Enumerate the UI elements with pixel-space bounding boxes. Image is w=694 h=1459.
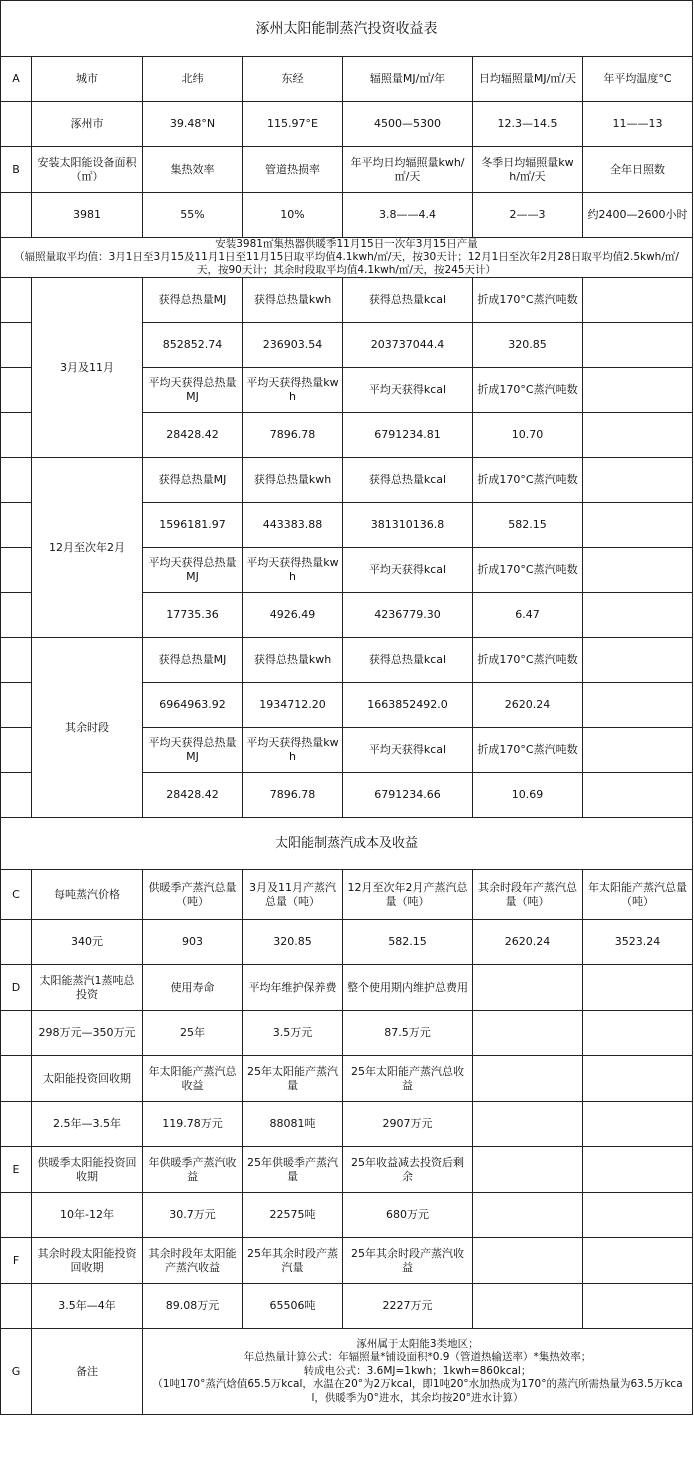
value-25y-remaining: 680万元 — [343, 1193, 473, 1238]
value-payback: 2.5年—3.5年 — [32, 1102, 143, 1147]
blank-cell — [1, 1193, 32, 1238]
header-longitude: 东经 — [243, 57, 343, 102]
period-value: 28428.42 — [143, 773, 243, 818]
blank-cell — [473, 1193, 583, 1238]
blank-cell — [1, 638, 32, 683]
period-header: 平均天获得kcal — [343, 728, 473, 773]
period-value: 4236779.30 — [343, 593, 473, 638]
period-header: 平均天获得总热量MJ — [143, 368, 243, 413]
value-other-steam: 2620.24 — [473, 920, 583, 965]
header-mar-nov-steam: 3月及11月产蒸汽总量（吨） — [243, 870, 343, 920]
period-value: 7896.78 — [243, 413, 343, 458]
blank-cell — [583, 548, 693, 593]
remarks-label: 备注 — [32, 1329, 143, 1415]
header-annual-steam: 年太阳能产蒸汽总量（吨） — [583, 870, 693, 920]
blank-cell — [583, 278, 693, 323]
value-heating-season-steam: 903 — [143, 920, 243, 965]
remarks-line: （1吨170°蒸汽焓值65.5万kcal，水温在20°为2万kcal，即1吨20°水加热成为170°的蒸汽所需热量为63.5万kcal，供暖季为0°进水，其余均按20°进水计算） — [152, 1378, 683, 1404]
blank-cell — [1, 102, 32, 147]
value-heating-payback: 10年-12年 — [32, 1193, 143, 1238]
blank-cell — [473, 1102, 583, 1147]
value-annual-maintenance: 3.5万元 — [243, 1011, 343, 1056]
blank-cell — [583, 458, 693, 503]
value-winter-daily-irradiation: 2——3 — [473, 193, 583, 238]
period-header: 获得总热量kcal — [343, 278, 473, 323]
period-value: 2620.24 — [473, 683, 583, 728]
period-header: 平均天获得kcal — [343, 548, 473, 593]
blank-cell — [1, 1102, 32, 1147]
value-25y-heating-steam: 22575吨 — [243, 1193, 343, 1238]
header-25y-other-steam: 25年其余时段产蒸汽量 — [243, 1238, 343, 1284]
period-value: 6791234.66 — [343, 773, 473, 818]
section-subtitle: 太阳能制蒸汽成本及收益 — [1, 818, 693, 870]
period-value: 10.69 — [473, 773, 583, 818]
period-value: 320.85 — [473, 323, 583, 368]
header-investment: 太阳能蒸汽1蒸吨总投资 — [32, 965, 143, 1011]
value-annual-revenue: 119.78万元 — [143, 1102, 243, 1147]
blank-cell — [1, 920, 32, 965]
install-note-line1: 安装3981㎡集热器供暖季11月15日一次年3月15日产量 — [215, 238, 478, 250]
remarks-line: 转成电公式：3.6MJ=1kwh；1kwh=860kcal； — [303, 1364, 532, 1377]
blank-cell — [583, 1102, 693, 1147]
period-label: 3月及11月 — [32, 278, 143, 458]
install-note-line2: （辐照量取平均值：3月1日至3月15及11月1日至11月15日取平均值4.1kwh/㎡/天，按30天计；12月1日至次年2月28日取平均值2.5kwh/㎡/天，按90天计；其余时段取平均值4.1kwh/㎡/天，按245天计） — [14, 251, 679, 276]
blank-cell — [583, 1193, 693, 1238]
header-winter-daily-irradiation: 冬季日均辐照量kwh/㎡/天 — [473, 147, 583, 193]
value-annual-steam: 3523.24 — [583, 920, 693, 965]
period-header: 获得总热量MJ — [143, 458, 243, 503]
period-value: 236903.54 — [243, 323, 343, 368]
period-header: 折成170°C蒸汽吨数 — [473, 548, 583, 593]
blank-cell — [1, 458, 32, 503]
blank-cell — [1, 683, 32, 728]
header-25y-remaining: 25年收益减去投资后剩余 — [343, 1147, 473, 1193]
value-collect-efficiency: 55% — [143, 193, 243, 238]
period-header: 获得总热量MJ — [143, 278, 243, 323]
period-label: 其余时段 — [32, 638, 143, 818]
period-header: 获得总热量kwh — [243, 638, 343, 683]
section-tag-e: E — [1, 1147, 32, 1193]
remarks-content — [143, 1329, 693, 1415]
period-header: 获得总热量kwh — [243, 278, 343, 323]
value-irradiation-year: 4500—5300 — [343, 102, 473, 147]
blank-cell — [473, 965, 583, 1011]
section-tag-f: F — [1, 1238, 32, 1284]
blank-cell — [583, 773, 693, 818]
blank-cell — [583, 638, 693, 683]
blank-cell — [583, 1238, 693, 1284]
header-service-life: 使用寿命 — [143, 965, 243, 1011]
period-value: 6.47 — [473, 593, 583, 638]
value-other-payback: 3.5年—4年 — [32, 1284, 143, 1329]
header-sunshine-hours: 全年日照数 — [583, 147, 693, 193]
header-irradiation-day: 日均辐照量MJ/㎡/天 — [473, 57, 583, 102]
section-tag-g: G — [1, 1329, 32, 1415]
header-steam-price: 每吨蒸汽价格 — [32, 870, 143, 920]
period-value: 6791234.81 — [343, 413, 473, 458]
value-annual-daily-irradiation: 3.8——4.4 — [343, 193, 473, 238]
blank-cell — [1, 1056, 32, 1102]
header-25y-other-revenue: 25年其余时段产蒸汽收益 — [343, 1238, 473, 1284]
period-value: 1596181.97 — [143, 503, 243, 548]
blank-cell — [583, 323, 693, 368]
period-header: 获得总热量kwh — [243, 458, 343, 503]
period-value: 6964963.92 — [143, 683, 243, 728]
blank-cell — [473, 1284, 583, 1329]
period-header: 平均天获得热量kwh — [243, 548, 343, 593]
header-heating-revenue: 年供暖季产蒸汽收益 — [143, 1147, 243, 1193]
period-header: 获得总热量kcal — [343, 458, 473, 503]
header-heating-season-steam: 供暖季产蒸汽总量（吨） — [143, 870, 243, 920]
period-header: 平均天获得热量kwh — [243, 368, 343, 413]
value-install-area: 3981 — [32, 193, 143, 238]
blank-cell — [1, 368, 32, 413]
value-longitude: 115.97°E — [243, 102, 343, 147]
value-service-life: 25年 — [143, 1011, 243, 1056]
blank-cell — [1, 503, 32, 548]
blank-cell — [1, 413, 32, 458]
header-payback: 太阳能投资回收期 — [32, 1056, 143, 1102]
value-steam-price: 340元 — [32, 920, 143, 965]
value-other-revenue: 89.08万元 — [143, 1284, 243, 1329]
blank-cell — [473, 1147, 583, 1193]
period-value: 1934712.20 — [243, 683, 343, 728]
value-latitude: 39.48°N — [143, 102, 243, 147]
header-irradiation-year: 辐照量MJ/㎡/年 — [343, 57, 473, 102]
value-heating-revenue: 30.7万元 — [143, 1193, 243, 1238]
period-header: 折成170°C蒸汽吨数 — [473, 728, 583, 773]
install-note — [1, 238, 693, 278]
value-total-maintenance: 87.5万元 — [343, 1011, 473, 1056]
header-25y-steam: 25年太阳能产蒸汽量 — [243, 1056, 343, 1102]
blank-cell — [1, 278, 32, 323]
header-city: 城市 — [32, 57, 143, 102]
remarks-line: 年总热量计算公式：年辐照量*铺设面积*0.9（管道热输送率）*集热效率； — [243, 1351, 592, 1364]
value-pipe-loss: 10% — [243, 193, 343, 238]
value-sunshine-hours: 约2400—2600小时 — [583, 193, 693, 238]
period-label: 12月至次年2月 — [32, 458, 143, 638]
blank-cell — [1, 193, 32, 238]
period-value: 7896.78 — [243, 773, 343, 818]
blank-cell — [473, 1056, 583, 1102]
blank-cell — [583, 965, 693, 1011]
blank-cell — [1, 773, 32, 818]
blank-cell — [1, 728, 32, 773]
value-avg-temp: 11——13 — [583, 102, 693, 147]
period-header: 折成170°C蒸汽吨数 — [473, 638, 583, 683]
period-header: 平均天获得总热量MJ — [143, 548, 243, 593]
period-header: 平均天获得总热量MJ — [143, 728, 243, 773]
header-heating-payback: 供暖季太阳能投资回收期 — [32, 1147, 143, 1193]
section-tag-c: C — [1, 870, 32, 920]
section-tag-a: A — [1, 57, 32, 102]
blank-cell — [1, 1284, 32, 1329]
period-value: 28428.42 — [143, 413, 243, 458]
blank-cell — [1, 323, 32, 368]
period-value: 17735.36 — [143, 593, 243, 638]
header-total-maintenance: 整个使用期内维护总费用 — [343, 965, 473, 1011]
value-mar-nov-steam: 320.85 — [243, 920, 343, 965]
value-irradiation-day: 12.3—14.5 — [473, 102, 583, 147]
section-tag-b: B — [1, 147, 32, 193]
value-city: 涿州市 — [32, 102, 143, 147]
header-collect-efficiency: 集热效率 — [143, 147, 243, 193]
header-other-revenue: 其余时段年太阳能产蒸汽收益 — [143, 1238, 243, 1284]
period-header: 折成170°C蒸汽吨数 — [473, 368, 583, 413]
period-value: 443383.88 — [243, 503, 343, 548]
period-header: 获得总热量MJ — [143, 638, 243, 683]
header-annual-daily-irradiation: 年平均日均辐照量kwh/㎡/天 — [343, 147, 473, 193]
header-other-steam: 其余时段年产蒸汽总量（吨） — [473, 870, 583, 920]
blank-cell — [583, 593, 693, 638]
blank-cell — [583, 1056, 693, 1102]
period-value: 582.15 — [473, 503, 583, 548]
header-pipe-loss: 管道热损率 — [243, 147, 343, 193]
period-header: 获得总热量kcal — [343, 638, 473, 683]
blank-cell — [583, 683, 693, 728]
table-title: 涿州太阳能制蒸汽投资收益表 — [1, 1, 693, 57]
value-25y-steam: 88081吨 — [243, 1102, 343, 1147]
period-header: 折成170°C蒸汽吨数 — [473, 458, 583, 503]
period-value: 4926.49 — [243, 593, 343, 638]
header-dec-feb-steam: 12月至次年2月产蒸汽总量（吨） — [343, 870, 473, 920]
header-25y-heating-steam: 25年供暖季产蒸汽量 — [243, 1147, 343, 1193]
blank-cell — [473, 1011, 583, 1056]
blank-cell — [1, 593, 32, 638]
value-investment: 298万元—350万元 — [32, 1011, 143, 1056]
value-25y-other-revenue: 2227万元 — [343, 1284, 473, 1329]
blank-cell — [583, 413, 693, 458]
header-annual-maintenance: 平均年维护保养费 — [243, 965, 343, 1011]
period-header: 平均天获得热量kwh — [243, 728, 343, 773]
section-tag-d: D — [1, 965, 32, 1011]
period-value: 852852.74 — [143, 323, 243, 368]
period-header: 平均天获得kcal — [343, 368, 473, 413]
blank-cell — [583, 1011, 693, 1056]
header-annual-revenue: 年太阳能产蒸汽总收益 — [143, 1056, 243, 1102]
blank-cell — [583, 503, 693, 548]
blank-cell — [583, 1284, 693, 1329]
blank-cell — [583, 728, 693, 773]
header-avg-temp: 年平均温度°C — [583, 57, 693, 102]
blank-cell — [583, 1147, 693, 1193]
value-dec-feb-steam: 582.15 — [343, 920, 473, 965]
blank-cell — [1, 1011, 32, 1056]
period-value: 381310136.8 — [343, 503, 473, 548]
header-other-payback: 其余时段太阳能投资回收期 — [32, 1238, 143, 1284]
period-value: 203737044.4 — [343, 323, 473, 368]
value-25y-revenue: 2907万元 — [343, 1102, 473, 1147]
period-value: 10.70 — [473, 413, 583, 458]
header-25y-revenue: 25年太阳能产蒸汽总收益 — [343, 1056, 473, 1102]
header-latitude: 北纬 — [143, 57, 243, 102]
blank-cell — [583, 368, 693, 413]
blank-cell — [473, 1238, 583, 1284]
blank-cell — [1, 548, 32, 593]
value-25y-other-steam: 65506吨 — [243, 1284, 343, 1329]
header-install-area: 安装太阳能设备面积（㎡） — [32, 147, 143, 193]
period-header: 折成170°C蒸汽吨数 — [473, 278, 583, 323]
remarks-line: 涿州属于太阳能3类地区； — [356, 1337, 479, 1350]
period-value: 1663852492.0 — [343, 683, 473, 728]
